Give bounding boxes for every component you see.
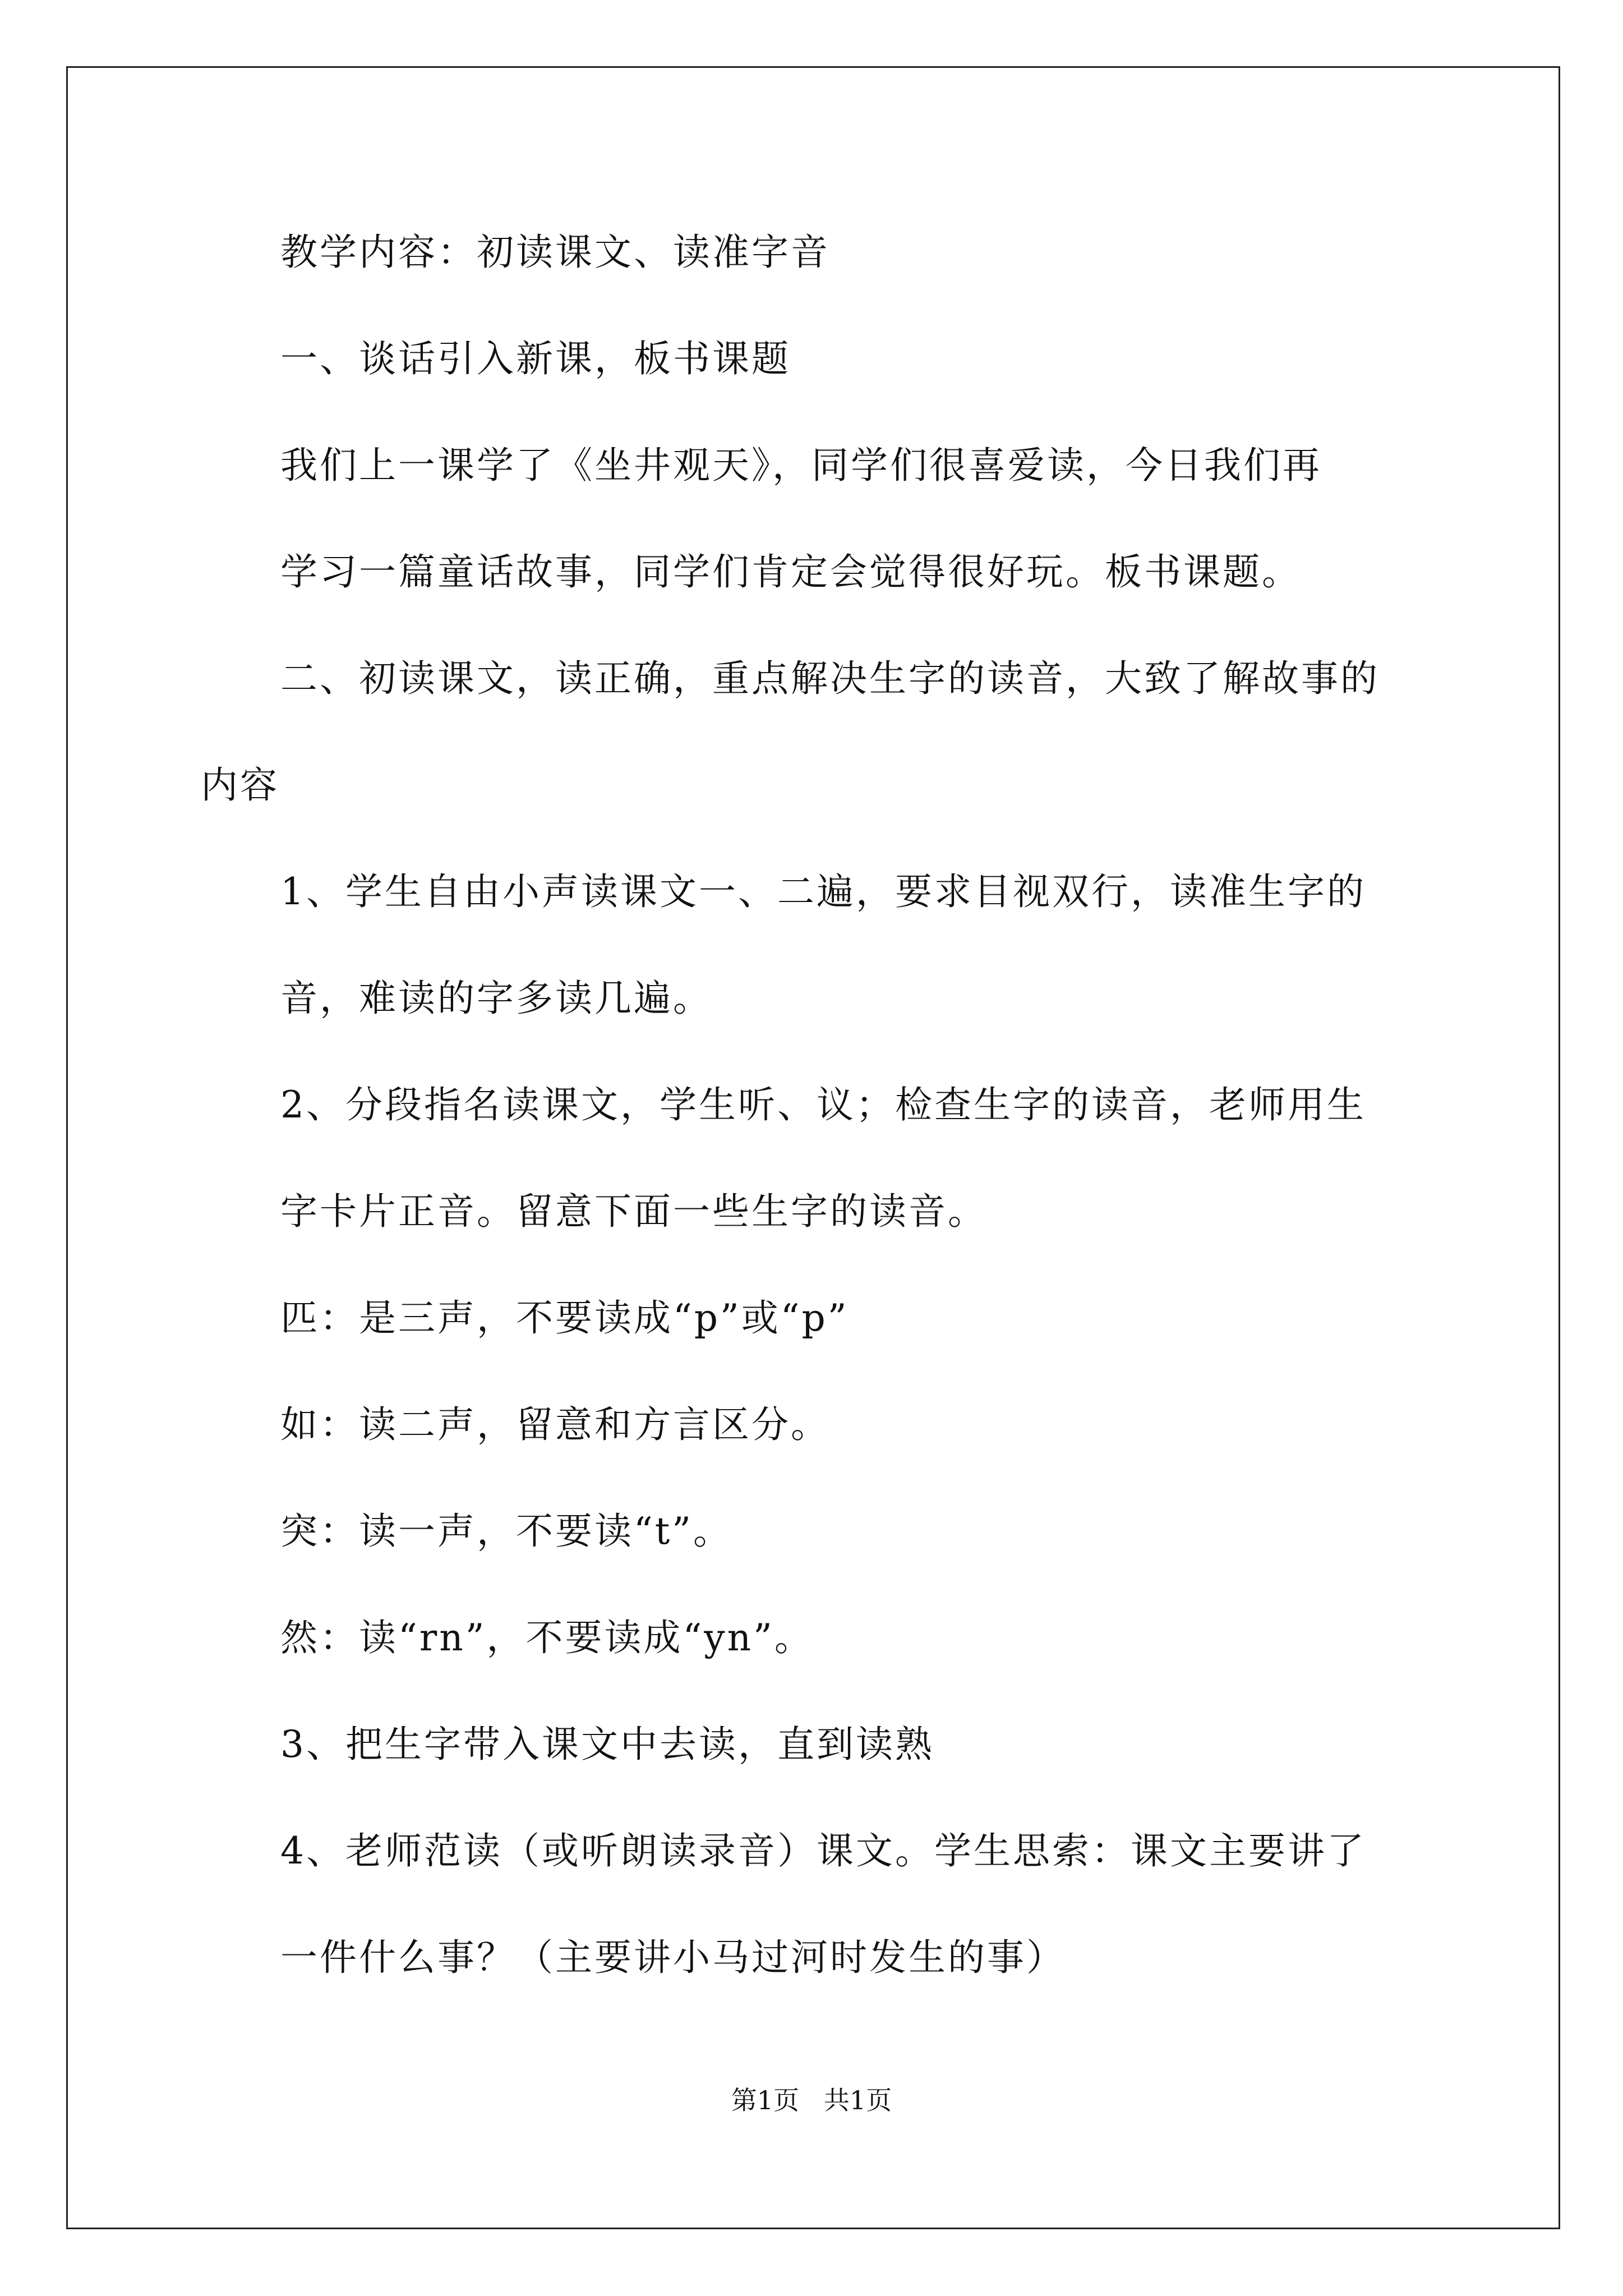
text-line-section-two-heading: 二、初读课文，读正确，重点解决生字的读音，大致了解故事的 [280, 657, 1380, 700]
text-line: 字卡片正音。留意下面一些生字的读音。 [280, 1190, 987, 1233]
page-number-footer: 第1页 共1页 [731, 2085, 892, 2115]
text-line: 内容 [201, 763, 279, 807]
text-line-character-note: 如：读二声，留意和方言区分。 [280, 1403, 830, 1446]
text-line-step-1: 1、学生自由小声读课文一、二遍，要求目视双行，读准生字的 [280, 870, 1366, 913]
text-line: 学习一篇童话故事，同学们肯定会觉得很好玩。板书课题。 [280, 550, 1301, 593]
text-line-character-note: 突：读一声，不要读“t”。 [280, 1510, 733, 1553]
text-line-step-4: 4、老师范读（或听朗读录音）课文。学生思索：课文主要讲了 [280, 1829, 1366, 1872]
text-line-character-note: 然：读“rn”，不要读成“yn”。 [280, 1616, 814, 1659]
text-line-step-2: 2、分段指名读课文，学生听、议；检查生字的读音，老师用生 [280, 1083, 1366, 1126]
text-line: 音，难读的字多读几遍。 [280, 977, 712, 1020]
text-line-character-note: 匹：是三声，不要读成“p”或“p” [280, 1296, 849, 1340]
text-line: 我们上一课学了《坐井观天》，同学们很喜爱读，今日我们再 [280, 444, 1322, 487]
text-line: 一件什么事？（主要讲小马过河时发生的事） [280, 1936, 1066, 1979]
text-line-teaching-content: 教学内容：初读课文、读准字音 [280, 231, 830, 274]
text-line-section-one-heading: 一、谈话引入新课，板书课题 [280, 337, 791, 380]
page-border [66, 66, 1560, 2229]
text-line-step-3: 3、把生字带入课文中去读，直到读熟 [280, 1723, 934, 1766]
